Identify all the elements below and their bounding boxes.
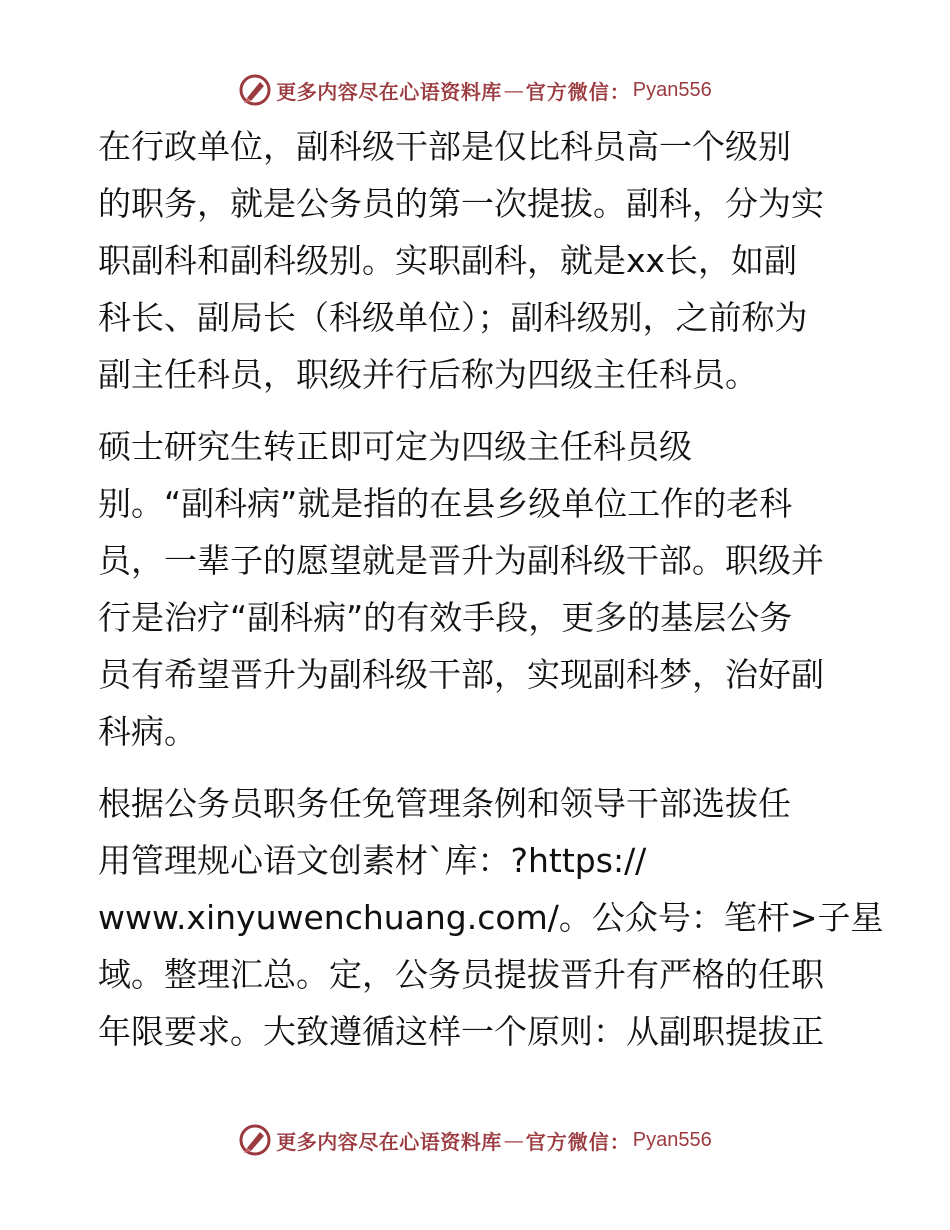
paragraph-line: 员，一辈子的愿望就是晋升为副科级干部。职级并 — [98, 541, 824, 580]
pen-logo-icon — [238, 1123, 272, 1157]
paragraph-3 — [98, 775, 884, 1060]
paragraph-line: 的职务，就是公务员的第一次提拔。副科，分为实 — [98, 184, 824, 223]
paragraph-line: www.xinyuwenchuang.com/。公众号：笔杆>子星 — [98, 898, 884, 937]
footer-dash: — — [503, 1128, 524, 1152]
paragraph-line: 年限要求。大致遵循这样一个原则：从副职提拔正 — [98, 1012, 824, 1051]
paragraph-1 — [98, 118, 858, 403]
header-brand-text: 更多内容尽在心语资料库 — [276, 79, 502, 104]
pen-logo-icon — [238, 73, 272, 107]
header-wechat-id: Pyan556 — [632, 78, 712, 101]
paragraph-line: 域。整理汇总。定，公务员提拔晋升有严格的任职 — [98, 955, 824, 994]
paragraph-line: 别。“副科病”就是指的在县乡级单位工作的老科 — [98, 484, 793, 523]
header-dash: — — [503, 78, 524, 102]
paragraph-line: 职副科和副科级别。实职副科，就是xx长，如副 — [98, 241, 798, 280]
body-text — [98, 118, 884, 1075]
paragraph-line: 根据公务员职务任免管理条例和领导干部选拔任 — [98, 784, 791, 823]
paragraph-2 — [98, 418, 858, 760]
paragraph-line: 硕士研究生转正即可定为四级主任科员级 — [98, 427, 692, 466]
paragraph-line: 在行政单位，副科级干部是仅比科员高一个级别 — [98, 127, 791, 166]
paragraph-line: 用管理规心语文创素材`库：?https:// — [98, 841, 647, 880]
paragraph-line: 行是治疗“副科病”的有效手段，更多的基层公务 — [98, 598, 793, 637]
paragraph-line: 副主任科员，职级并行后称为四级主任科员。 — [98, 355, 758, 394]
header-banner — [0, 68, 950, 112]
header-official-label: 官方微信： — [525, 79, 631, 104]
footer-banner — [0, 1118, 950, 1162]
paragraph-line: 科病。 — [98, 712, 197, 751]
footer-brand-text: 更多内容尽在心语资料库 — [276, 1129, 502, 1154]
footer-official-label: 官方微信： — [525, 1129, 631, 1154]
footer-wechat-id: Pyan556 — [632, 1128, 712, 1151]
paragraph-line: 科长、副局长（科级单位）；副科级别，之前称为 — [98, 298, 808, 337]
paragraph-line: 员有希望晋升为副科级干部，实现副科梦，治好副 — [98, 655, 824, 694]
